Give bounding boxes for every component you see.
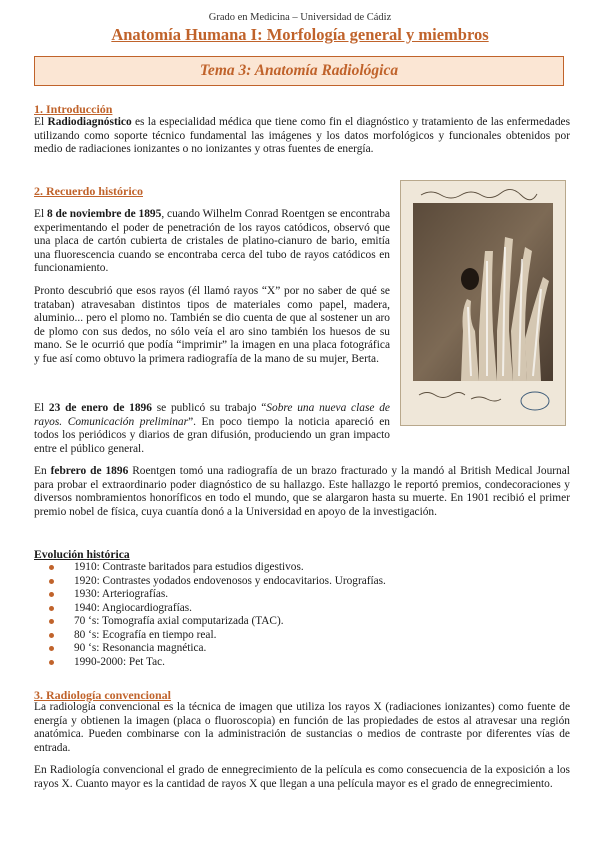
conventional-paragraph-1: La radiología convencional es la técnica de imagen que utiliza los rayos X (radiaciones ionizantes) como fuente de energía y obtienen la imagen (placa o fluoroscopia) en función de las propiedades de estos al atravesar una región anatómica. Pueden combinarse con la administración de sustancias o medios de contraste por diferentes vías de entrada. xyxy=(34,701,570,754)
list-item: 1920: Contrastes yodados endovenosos y endocavitarios. Urografías. xyxy=(34,575,386,589)
section-heading-history: 2. Recuerdo histórico xyxy=(34,184,143,198)
list-item: 80 ‘s: Ecografía en tiempo real. xyxy=(34,629,386,643)
xray-hand-image xyxy=(401,181,565,425)
history-p3-mid: se publicó su trabajo “ xyxy=(151,402,267,414)
history-paragraph-2: Pronto descubrió que esos rayos (él llamó rayos “X” por no saber de qué se trataban) atravesaban distintos tipos de materiales como papel, madera, aluminio... pero el plomo no. También se dio cuenta de que al sostener un aro de plomo con sus dedos, no sólo veía el aro sino también los huesos de su mano. Se le ocurrió que podía “imprimir” la imagen en una placa fotográfica y fue así como obtuvo la primera radiografía de la mano de su mujer, Berta. xyxy=(34,285,390,365)
section-heading-intro: 1. Introducción xyxy=(34,102,113,116)
list-item: 1990-2000: Pet Tac. xyxy=(34,656,386,670)
list-item: 90 ‘s: Resonancia magnética. xyxy=(34,642,386,656)
evolution-title: Evolución histórica xyxy=(34,548,130,561)
history-date-2: 23 de enero de 1896 xyxy=(48,402,152,414)
history-paragraph-3 xyxy=(34,402,390,456)
list-item: 1930: Arteriografías. xyxy=(34,588,386,602)
conventional-paragraph-2: En Radiología convencional el grado de ennegrecimiento de la película es como consecuencia de la exposición a los rayos X. Cuanto mayor es la cantidad de rayos X que llegan a una película mayor es el grado de ennegrecimiento. xyxy=(34,764,570,790)
subject-title: Anatomía Humana I: Morfología general y miembros xyxy=(111,25,489,44)
section-heading-conventional: 3. Radiología convencional xyxy=(34,688,172,702)
history-p4-body: Roentgen tomó una radiografía de un brazo fracturado y la mandó al British Medical Journal para probar el extraordinario poder diagnóstico de su hallazgo. Este hallazgo le reportó premios, condecoraciones y diversos nombramientos honoríficos en todo el mundo, que se alargaron hasta su muerte. En 1901 recibió el primer premio nobel de física, cuya cuantía donó a la Universidad en apoyo de la investigación. xyxy=(34,465,570,518)
xray-hand-photo xyxy=(400,180,566,426)
topic-banner: Tema 3: Anatomía Radiológica xyxy=(34,56,564,86)
evolution-list xyxy=(34,561,386,669)
intro-lead: El xyxy=(34,116,48,128)
intro-body: es la especialidad médica que tiene como fin el diagnóstico y tratamiento de las enfermedades utilizando como soporte técnico fundamental las imágenes y los datos morfológicos y funcionales obtenidos por medio de radiaciones ionizantes o no ionizantes y otras fuentes de energía. xyxy=(34,116,570,156)
list-item: 1940: Angiocardiografías. xyxy=(34,602,386,616)
history-date-3: febrero de 1896 xyxy=(50,465,129,477)
history-p1-body: , cuando Wilhelm Conrad Roentgen se encontraba experimentando el poder de penetración de los rayos catódicos, observó que una placa de cartón cubierta de cristales de platino-cianuro de bario, emitía una fluorescencia cuando se encontraba cerca del tubo de rayos catódicos en funcionamiento. xyxy=(34,208,390,275)
history-paragraph-1 xyxy=(34,208,390,276)
history-date-1: 8 de noviembre de 1895 xyxy=(46,208,162,220)
course-line: Grado en Medicina – Universidad de Cádiz xyxy=(208,12,392,23)
intro-term: Radiodiagnóstico xyxy=(47,116,132,128)
history-p3-lead: El xyxy=(34,402,49,414)
list-item: 1910: Contraste baritados para estudios digestivos. xyxy=(34,561,386,575)
intro-paragraph xyxy=(34,116,570,157)
paper-title: Sobre una nueva clase de rayos. Comunicación preliminar xyxy=(34,402,390,428)
list-item: 70 ‘s: Tomografía axial computarizada (TAC). xyxy=(34,615,386,629)
history-p4-lead: En xyxy=(34,465,51,477)
history-paragraph-4 xyxy=(34,465,570,519)
history-p3-body: ”. En poco tiempo la noticia apareció en todos los periódicos y diarios de gran difusión, produciendo un gran impacto entre el público general. xyxy=(34,415,390,455)
history-p1-lead: El xyxy=(34,208,47,220)
